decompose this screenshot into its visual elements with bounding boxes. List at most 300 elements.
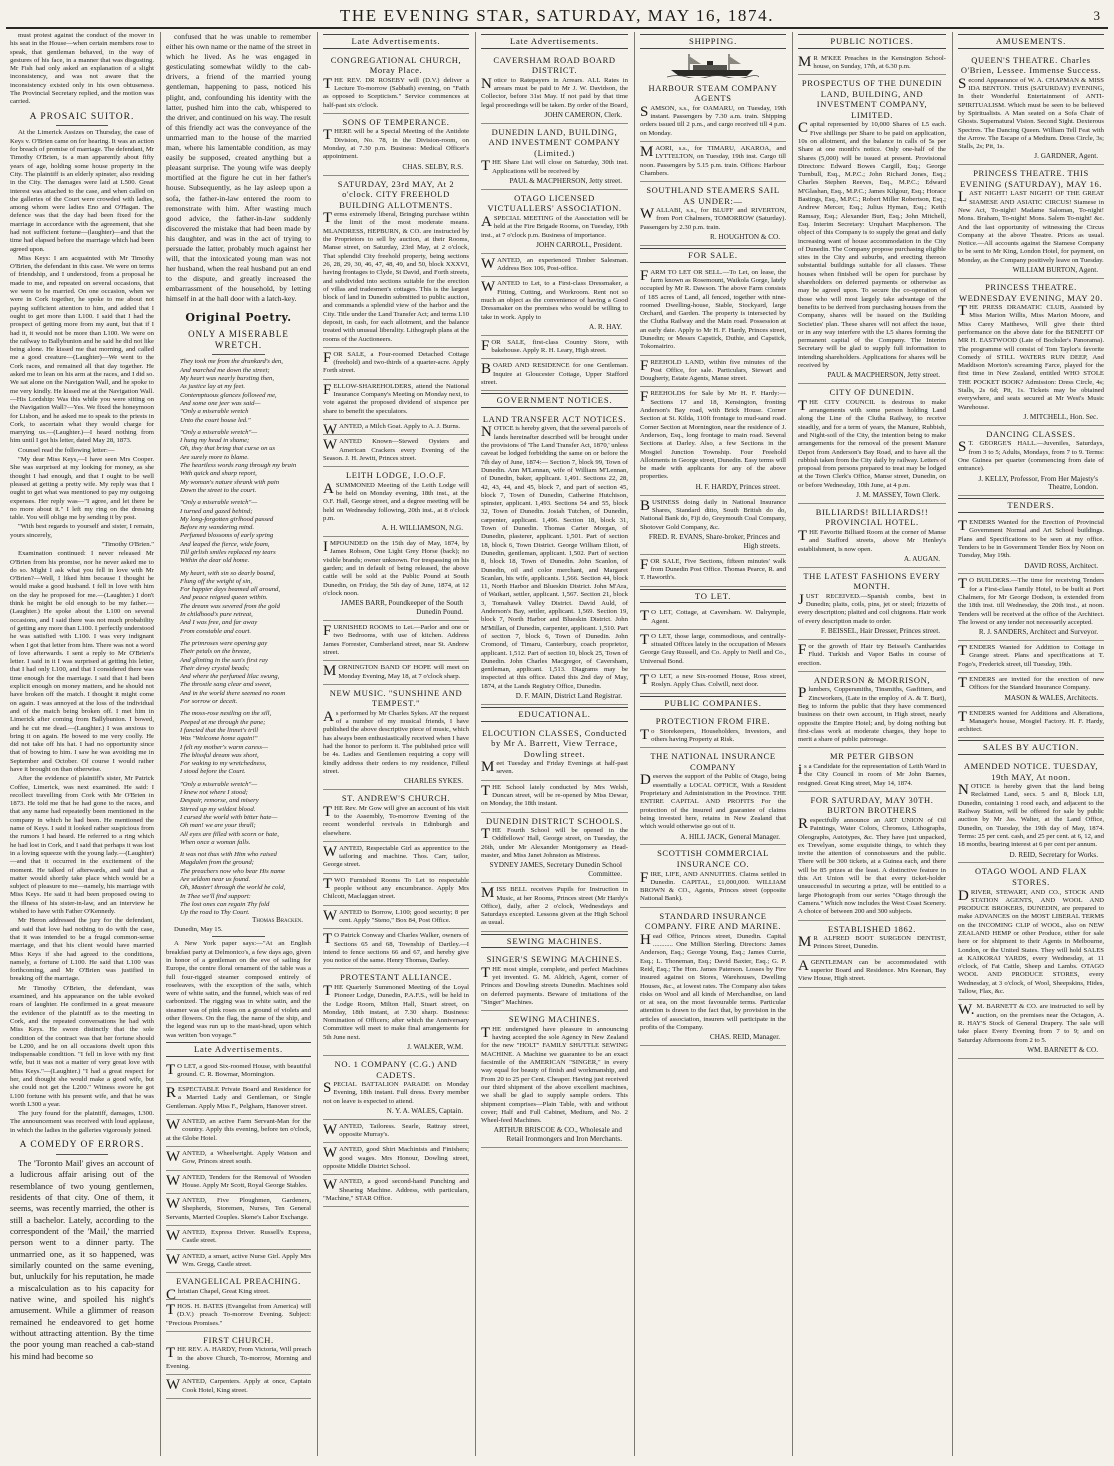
advert-body: WANTED, Respectable Girl as apprentice to the tailoring and machine. Thos. Carr, tailor, George street. (323, 843, 469, 869)
section-header-sewing-machines: SEWING MACHINES. (481, 934, 628, 949)
paragraph: "My dear Miss Keys,—I have seen Mrs Cooper. She was surprised at my looking for money, as she thought I had enough, and that I ought to be well pleased at getting a pretty wife. My reply was that I ought to get what was mentioned to pay my outgoing expenses. Her reply was—"I agree, and let there be no more about it." I left my ring on the dressing table. You will oblige me by sending it by post. (10, 456, 154, 522)
advert-signature: R. J. SANDERS, Architect and Surveyor. (978, 628, 1098, 637)
advert-body: TWO Furnished Rooms To Let to respectable people without any encumbrance. Apply Mrs Chilcott, Maclaggan street. (323, 875, 469, 901)
advert (166, 1375, 311, 1399)
advert-body: THE Rev. Mr Gow will give an account of his visit to the Assembly, To-morrow Evening of the recent wonderful revivals in Edinburgh and elsewhere. (323, 803, 469, 837)
advert-heading: DANCING CLASSES. (986, 428, 1076, 439)
advert (640, 606, 786, 630)
advert-body: Christian Chapel, Great King street. (166, 1286, 270, 1303)
advert-heading: ELOCUTION CLASSES, Conducted by Mr A. Barrett, View Terrace, Dowling street. (481, 727, 627, 759)
advert-body: WANTED, good Shirt Machinists and Finishers; good wages. Mrs Honour, Dowling street, opposite Middle District School. (323, 1145, 469, 1171)
advert-signature: D. REID, Secretary for Works. (1009, 850, 1098, 859)
advert-list (481, 951, 628, 1148)
advert-body: ASUMMONED Meeting of the Leith Lodge will be held on Monday evening, 18th inst., at the O.F. Hall, George street, and a degree meeting will be held on Wednesday following, 20th inst., at 8 o'clock p.m. (323, 480, 469, 522)
advert-heading: CONGREGATIONAL CHURCH, Moray Place. (330, 54, 462, 76)
advert (958, 673, 1104, 707)
advert-heading: SATURDAY, 23rd MAY, At 2 o'clock. CITY FREEHOLD BUILDING ALLOTMENTS. (337, 178, 455, 210)
column-6 (794, 32, 950, 1458)
advert-body: THE School lately conducted by Mrs Welsh, Duncan street, will be re-opened by Miss Dewar, on Monday, the 18th instant. (481, 782, 628, 808)
advert (798, 568, 946, 640)
advert-body: AGENTLEMAN can be accommodated with superior Board and Residence. Mrs Keenan, Bay View House, High street. (798, 957, 946, 983)
advert-body: TENDERS wanted for Additions and Alterations, Manager's house, Mosgiel Factory. H. F. Hardy, architect. (958, 708, 1104, 734)
poem-line: I fancied that the linnet's trill (180, 726, 259, 734)
advert-body: FOR SALE, Five Sections, fifteen minutes' walk from Dunedin Post Office. Thomas Pearce, R. and T. Haworth's. (640, 556, 786, 582)
advert-signature: J. M. MASSEY, Town Clerk. (856, 491, 940, 499)
poem-line: Oh, Master! through the world be cold, (180, 884, 286, 892)
advert (323, 537, 469, 621)
poem-line: Perfumed blossoms of early spring (180, 532, 274, 540)
advert-signature: CHAS. SELBY, R.S. (402, 162, 463, 171)
advert-signature: JOHN CAMERON, Clerk. (544, 110, 622, 119)
paragraph: "Timothy O'Brien." (101, 540, 154, 548)
advert-heading: OTAGO LICENSED VICTUALLERS' ASSOCIATION. (487, 192, 622, 214)
heading-rule (212, 354, 264, 355)
advert-signature: FRED. R. EVANS, Share-broker, Princes and High streets. (648, 532, 780, 550)
advert (481, 725, 628, 781)
article-heading-prosaic-suitor: A PROSAIC SUITOR. (29, 111, 135, 122)
column-divider (475, 32, 476, 1456)
advert (323, 420, 469, 438)
poem-line: And peace reigned queen within. (180, 594, 268, 602)
advert-heading: FOR SATURDAY, MAY 30TH. BURTON BROTHERS (810, 794, 934, 816)
column-4 (477, 32, 632, 1458)
advert-list (958, 516, 1104, 738)
poem-line: My long-forgotten girlhood passed (180, 515, 274, 523)
poem-line: Unto the court house led." (180, 416, 251, 424)
advert-body: TENDERS Wanted for the Erection of Provincial Government Normal and Art School buildings. Plans and Specifications to be seen at my office. Tenders to be in Government Tender Box by Noon on Tuesday, May 19th. (958, 518, 1104, 560)
advert-body: BOARD AND RESIDENCE for one Gentleman. Inquire at Gloucester Cottage, Upper Stafford street. (481, 361, 628, 386)
poem-line: All eyes are filled with scorn or hate, (180, 830, 279, 838)
poem-line: Their dewy crystal beads; (180, 664, 250, 672)
advert (798, 672, 946, 749)
advert-body: MISS BELL receives Pupils for Instruction in Music, at her Rooms, Princes street (Mr Hardy's Office), daily, after 2 o'clock, Wednesdays and Saturdays excepted. Lessons given at the High School as usual. (481, 885, 628, 927)
advert-heading: SOUTHLAND STEAMERS SAIL AS UNDER:— (646, 185, 780, 206)
advert (166, 1194, 311, 1226)
poem-line: Flung off the weight of sin, (180, 577, 253, 585)
advert-heading: NO. 1 COMPANY (C.G.) AND CADETS. (334, 1058, 458, 1080)
paragraph: "With best regards to yourself and sister, I remain, yours sincerely, (10, 523, 154, 539)
advert-body: MORNINGTON BAND OF HOPE will meet on Monday Evening, May 18, at 7 o'clock sharp. (323, 663, 469, 680)
advert (640, 555, 786, 587)
advert-body: THE PRESS DRAMATIC CLUB, Assisted by Miss Marion Willis, Miss Marion Moore, and Miss Carey Matthews, Will give their third performance on the above date for the BENEFIT OF MR H. EASTWOOD (Late of Bochsler's Panorama). The programme will consist of Tom Taylor's favorite Comedy of STILL WATERS RUN DEEP, And Maddison Morton's screaming Farce, played for the first time in New Zealand, entitled WHO STOLE THE POCKET BOOK? Admission: Dress Circle, 4s; Stalls, 2s 6d; Pit, 1s. Tickets may be obtained everywhere, and seats secured at Mr West's Music Warehouse. (958, 303, 1104, 411)
heading-rule (56, 1154, 108, 1155)
advert-body: FELLOW-SHAREHOLDERS, attend the National Insurance Company's Meeting on Monday next, to vote against the proposed dividend of sixpence per share to benefit the speculators. (323, 381, 469, 415)
advert-body: THE Favorite Billiard Room at the corner of Manse and Stafford streets, above Mr Henley's establishment, is now open. (798, 527, 946, 553)
advert-heading: ANDERSON & MORRISON, (813, 674, 931, 685)
poem-line: In childhood's pure retreat, (180, 611, 253, 619)
advert-body: NOTICE is hereby given that the land being Reclaimed Land, secs. 5 and 8, Block LII, Dunedin, containing 1 rood each, and adjacent to the Railway Station, will be offered for sale by public auction by Mr Jas. Walter, at the Land Office, Dunedin, on Tuesday, the 19th day of May, 1874. Terms: 25 per cent. cash, and 25 per cent. at 6, 12, and 18 months, bearing interest at 6 per cent per annum. (958, 782, 1104, 849)
advert (958, 516, 1104, 574)
poem-line: "Only a miserable wretch"— (180, 428, 258, 436)
advert-body: THE REV. DR ROSEBY will (D.V.) deliver a Lecture To-morrow (Sabbath) evening, on "Faith as opposed to Scepticism." Service commences at half-past six o'clock. (323, 75, 469, 109)
paragraph: At the Limerick Assizes on Thursday, the case of Keys v. O'Brien came on for hearing. It was an action for breach of promise of marriage. The defendant, Mr Timothy O'Brien, is a man apparently about fifty years of age, holding some house property in the City. The plaintiff is an elderly spinster, also residing in the City. The damages were laid at L500. Great interest was attached to the case, and when called on the galleries of the Court were crowded with ladies, among whom were ladies Eno and O'Hagan. The defence was that the day had been fixed for the marriage in accordance with the agreement, that she had not sufficient fortune—(laughter)—and that the time had elapsed before the marriage which had been agreed upon. (10, 129, 154, 253)
advert-heading: MR PETER GIBSON (829, 751, 915, 762)
advert (481, 781, 628, 813)
advert (958, 52, 1104, 166)
advert-list (481, 725, 628, 932)
advert (481, 359, 628, 391)
advert-body: ASPECIAL MEETING of the Association will be held at the Fire Brigade Rooms, on Tuesday, 19th inst., at 7 o'clock p.m. Business of importance. (481, 214, 628, 239)
advert (323, 874, 469, 906)
advert (798, 640, 946, 672)
advert-signature: N. Y. A. WALES, Captain. (386, 1106, 463, 1115)
advert-body: WANTED, Five Ploughmen, Gardeners, Shepherds, Storemen, Nurses, Ten General Servants, Married Couples. Skene's Labor Exchange. (166, 1196, 311, 1221)
advert-heading: NEW MUSIC. "SUNSHINE AND TEMPEST." (329, 687, 463, 709)
paragraph: Mr Timothy O'Brien, the defendant, was examined, and his appearance on the table evoked roars of laughter. He confirmed in a great measure the evidence of the plaintiff as to the meeting in Cork, and the repeated conversations he had with Miss Keys. He swore distinctly that the sole condition of the contract was that her fortune should be L200, and he on all occasions dwelt upon this indispensable condition. "I fell in love with my first wife, but it was not a matter of very great love with Miss Keys."—(Laughter.) "I had a great respect for her, and thought she would make a good wife, but she could not get the L200." Witness swore he got L100 fortune with his present wife, and that he was worth L300 a year. (10, 984, 154, 1108)
advert-heading: PRINCESS THEATRE. WEDNESDAY EVENING, MAY 20. (959, 281, 1103, 303)
advert (481, 411, 628, 705)
column-divider (952, 32, 953, 1456)
poem-line: Before my wandering mind. (180, 524, 255, 532)
advert-body: Notice to Ratepayers in Arrears. ALL Rates in arrears must be paid to Mr J. W. Davidson, the Collector, before 31st May. If not paid by that time legal proceedings will be taken. By order of the Board, (481, 75, 628, 109)
advert (166, 1147, 311, 1171)
advert-list (640, 80, 786, 246)
masthead (0, 0, 1114, 30)
article-body-prosaic-suitor (10, 129, 154, 1135)
advert-body: TO BUILDERS.—The time for receiving Tenders for a First-class Family Hotel, to be built at Port Chalmers, for Mr George Dodson, is extended from the 18th inst. till Wednesday, the 20th inst., at noon. Tenders will be received at the office of the Architect. The lowest or any tender not necessarily accepted. (958, 576, 1104, 626)
poem-line: I stood before the Court. (180, 768, 246, 776)
advert (166, 1115, 311, 1147)
steamship-illustration (667, 52, 759, 78)
advert-signature: DAVID ROSS, Architect. (1024, 561, 1098, 570)
advert (958, 1000, 1104, 1058)
advert (323, 176, 469, 348)
advert (323, 380, 469, 420)
paragraph: confused that he was unable to remember either his own name or the name of the street in which he lived. As he was engaged in gesticulating somewhat wildly to the cab-drivers, a friend of the married young gentleman, happening to pass, noticed his plight, and, confounding his identity with the latter, pushed him into the cab, whispered to the driver, and continued on his way. The result of this friendly act was the conveyance of the unmarried man to the house of the married man, where his lamentable condition, as may easily be supposed, created anything but a pleasant surprise. The young wife was deeply mortified at the figure he cut in her father's house. Subsequently, as he lay asleep upon a sofa, the father-in-law entered the room to remonstrate with him. After wasting much good advice, the father-in-law suddenly discovered the mistake that had been made by his daughter, and was in the act of trying to persuade the latter, probably much against her will, that the intoxicated young man was not her husband, when the real husband put an end to the dispute, and greatly increased the embarrassment of the household, by letting himself in at the hall door with a latch-key. (166, 32, 311, 304)
section-header-shipping: SHIPPING. (640, 34, 786, 49)
advert (640, 748, 786, 845)
advert-body: TO LET, those large, commodious, and centrally-situated Offices lately in the occupation of Messrs George Gray Russell, and Co. Apply to Neill and Co., Universal Bond. (640, 631, 786, 665)
advert-heading: LAND TRANSFER ACT NOTICES. (482, 413, 627, 424)
advert-body: TENDERS are invited for the erection of new Offices for the Standard Insurance Company. (958, 675, 1104, 692)
poem-line: With quick and sharp report, (180, 470, 257, 478)
advert-heading: PROSPECTUS OF THE DUNEDIN LAND, BUILDING, AND INVESTMENT COMPANY, LIMITED. (801, 78, 943, 120)
advert-body: WANTED to Borrow, L100; good security; 8 per cent. Apply "Steno," Box 84, Post Office. (323, 907, 469, 924)
advert-body: WANTED, an experienced Timber Salesman. Address Box 106, Post-office. (481, 255, 628, 273)
section-header-late-ads: Late Advertisements. (166, 1042, 311, 1057)
advert (323, 929, 469, 969)
poem-line: Oh man! we are your thrall; (180, 822, 256, 830)
advert-heading: BILLIARDS! BILLIARDS!! PROVINCIAL HOTEL. (815, 506, 929, 528)
advert (323, 1143, 469, 1175)
page-number: 3 (1093, 8, 1100, 23)
column-3 (319, 32, 473, 1458)
poem-line: "Only a miserable wretch (180, 408, 249, 416)
column-divider (634, 32, 635, 1456)
advert (798, 75, 946, 384)
poem-line: The moss-rose nestling on the sill, (180, 710, 272, 718)
advert (481, 52, 628, 124)
advert-heading: QUEEN'S THEATRE. Charles O'Brien, Lessee. Immense Success. (960, 54, 1102, 76)
poem-line: Their petals on the breeze, (180, 648, 251, 656)
advert (640, 713, 786, 748)
poem-line: The dream was severed from the gold (180, 602, 280, 610)
advert (323, 114, 469, 176)
poem-line: Are surely more to blame. (180, 453, 249, 461)
advert-body: MAORI, s.s., for TIMARU, AKAROA, and LYTTELTON, on Tuesday, 19th inst. Cargo till noon. Passengers by 5.15 p.m. train. Offices: Harbour Chambers. (640, 143, 786, 177)
advert (640, 387, 786, 495)
poem-line: I hung my head in shame; (180, 437, 250, 445)
advert-body: SPECIAL BATTALION PARADE on Monday Evening, 18th instant. Full dress. Every member not on leave is expected to attend. (323, 1080, 469, 1105)
poem-line: And glinting in the sun's first ray (180, 656, 268, 664)
column-divider (792, 32, 793, 1456)
poem-line: Down the street to the court. (180, 486, 257, 494)
poem-title: ONLY A MISERABLE WRETCH. (188, 329, 289, 351)
poem-line: Oh, they that bring that curse on us (180, 445, 276, 453)
column-5 (636, 32, 790, 1458)
advert-list (166, 1060, 311, 1399)
advert-body: WANTED, Tailoress. Searle, Rattray street, opposite Murray's. (323, 1121, 469, 1139)
section-header-for-sale: FOR SALE. (640, 248, 786, 263)
advert (481, 951, 628, 1011)
advert-heading: SINGER'S SEWING MACHINES. (486, 954, 623, 965)
advert-body: MR M'KEE Preaches in the Kensington School-house, on Sunday, 17th, at 6.30 p.m. (798, 53, 946, 70)
section-header-sales-by-auction: SALES BY AUCTION. (958, 740, 1104, 755)
poem-line: Till girlish smiles replaced my tears (180, 549, 276, 556)
poem-line: Within the dear old home. (180, 557, 250, 565)
section-header-public-notices: PUBLIC NOTICES. (798, 34, 946, 49)
poem-dateline: Dunedin, May 15. (174, 926, 223, 934)
advert (481, 254, 628, 278)
advert-body: DRIVER, STEWART, AND CO., STOCK AND STATION AGENTS, AND WOOL AND PRODUCE BROKERS, DUNEDIN, are prepared to make ADVANCES on the MOST LIBERAL TERMS on the INCOMING CLIP of WOOL, also on NEW ZEALAND HEMP or other Produce, either for sale here or for shipment to their Agents in Melbourne, London, or the United States. They will hold SALES at KAIKORAI YARDS, every Wednesday, at 11 o'clock, of Fat Cattle, Sheep and Lambs. OTAGO WOOL AND PRODUCE STORES, every Wednesday, at 3 o'clock, of Wool, Sheepskins, Hides, Tallow, Flax, &c. (958, 887, 1104, 996)
paragraph: Examination continued: I never released Mr O'Brien from his promise, nor he never asked me to do so. Might I ask what you fell in love with Mr O'Brien?—Well, I liked him because I thought he would make a good husband. I fell in love with him on the day he proposed for me.—(Laughter.) I don't think he might be old enough to be my father.—(Laughter.) He spoke about the L100 on several occasions, and I said there was not much probability of getting any more than L100. I perfectly understood he was satisfied with L100. I was very indignant when I got that letter from him. There was not a word of love afterwards. I sent a reply to Mr O'Brien's letter. I said in it I was surprised at getting his letter, that I had only L100, and that I considered there was time enough for the marriage. I said that I had been explicit enough on money matters, and he should not have broken off the match. I thought it might come on again. I was annoyed at the loss of the individual and of the match being broken off. I met him in Limerick after coming from Ballybunion. I bowed, and he cut me dead.—(Laughter.) I was anxious to bring it on again. He bowed to me very coolly. He did not take off his hat. I had no opportunity since that of bowing to him. I saw he was avoiding me in September and October. Of course I would rather have it brought on than otherwise. (10, 550, 154, 773)
advert-body: To Storekeepers, Householders, Investors, and others having Property at Risk. (640, 726, 786, 744)
poem-line: And marched me down the street; (180, 366, 270, 374)
advert-heading: EVANGELICAL PREACHING. (176, 1276, 301, 1287)
advert-signature: WILLIAM BURTON, Agent. (1012, 266, 1098, 275)
advert-heading: DUNEDIN DISTRICT SCHOOLS. (486, 815, 623, 826)
advert (323, 467, 469, 537)
advert-body: FIRE, LIFE, AND ANNUITIES. Claims settled in Dunedin. CAPITAL, £1,000,000. WILLIAM BROWN & CO., Agents, Princes street (opposite National Bank). (640, 869, 786, 903)
advert-signature: ARTHUR BRISCOE & CO., Wholesale and Retail Ironmongers and Iron Merchants. (493, 1126, 622, 1144)
advert-signature: D. F. MAIN, District Land Registrar. (515, 691, 622, 700)
section-header-late-ads: Late Advertisements. (481, 34, 628, 49)
advert-signature: J. MITCHELL, Hon. Sec. (1023, 412, 1098, 421)
advert (166, 1226, 311, 1250)
advert-body: WANTED to Let, to a First-class Dressmaker, a Fitting, Cutting, and Workroom. Rent not so much an object as the convenience of having a Good Dressmaker on the premises who would be willing to take in work. Apply to (481, 279, 628, 321)
poem-line: The preachers now who bear His name (180, 867, 285, 875)
advert (640, 630, 786, 670)
advert-body: Head Office, Princes street, Dunedin. Capital ............ One Million Sterling. Directors: James Anderson, Esq.; George Young, Esq.; James Currie, Esq.; L. Thoneman, Esq.; David Baxter, Esq.; G. P. Reid, Esq.; The Hon. James Paterson. Losses by Fire insured against on Stores, Warehouses, Dwelling Houses, &c., at lowest rates. The Company also takes risks on Wool and all kinds of Merchandise, on land or at sea, on the most favourable terms. Particular attention is drawn to the fact that, by provision in the articles of association, insurers will participate in the profits of the Company. (640, 931, 786, 1032)
advert (640, 845, 786, 907)
advert (798, 384, 946, 504)
advert (481, 190, 628, 254)
advert (166, 1171, 311, 1195)
advert-body: W.M. BARNETT & CO. are instructed to sell by auction, on the premises near the Octagon, A. R. HAY'S Stock of General Drapery. The sale will take place Every Evening from 7 to 9; and on Saturday Afternoons from 2 to 5. (958, 1002, 1104, 1044)
advert-body: FOR SALE, a Four-roomed Detached Cottage (freehold) and two-thirds of a quarter-acre. Apply Forth street. (323, 349, 469, 375)
heading-rule (56, 125, 108, 126)
advert-signature: PAUL & MACPHERSON, Jetty street. (509, 177, 622, 186)
poem-line: They took me from the drunkard's den, (180, 358, 283, 366)
advert-body: FREEHOLD LAND, within five minutes of the Post Office, for sale. Particulars, Stewart and Dougherty, Estate Agents, Manse street. (640, 357, 786, 383)
poem-line: "Only a miserable wretch"— (180, 499, 258, 507)
poem-line: My woman's nature shrank with pain (180, 478, 280, 486)
advert-heading: STANDARD INSURANCE COMPANY. FIRE AND MARINE. (644, 910, 782, 932)
advert-heading: HARBOUR STEAM COMPANY AGENTS (648, 82, 778, 104)
advert-list (640, 606, 786, 693)
advert (323, 1175, 469, 1207)
advert-body: THERE will be a Special Meeting of the Antidote Division, No. 78, in the Division-room, on Monday, at 7.30 p.m. Business: Medical Officer's appointment. (323, 127, 469, 161)
advert (323, 52, 469, 114)
advert-list (481, 52, 628, 392)
advert-signature: J. WALKER, W.M. (407, 1043, 463, 1052)
poem-line: The heartless words rang through my brain (180, 462, 297, 470)
advert (798, 921, 946, 956)
advert-body: WANTED, Express Driver. Russell's Express, Castle street. (166, 1228, 311, 1245)
poem-line: I cursed the world with bitter hate— (180, 813, 278, 821)
advert-list (323, 52, 469, 1208)
advert-body: JUST RECEIVED.—Spanish combs, best in Dunedin; plaits, coils, pins, jet or steel; frizzetts of every description; plaited and coil chignons. Hair work of every description made to order. (798, 591, 946, 625)
advert (323, 842, 469, 874)
advert (481, 1011, 628, 1148)
advert (798, 748, 946, 791)
advert-body: MR ALFRED BOOT SURGEON DENTIST, Princes Street, Dunedin. (798, 934, 946, 951)
advert-body: THE most simple, complete, and perfect Machines yet invented. G. M. Aldrich, Agent, corner of Princes and Dowling streets Dunedin. Machines sold on deferred payments. Beware of imitations of the "Singer" Machines. (481, 964, 628, 1007)
advert-body: SAMSON, s.s., for OAMARU, on Tuesday, 19th instant. Passengers by 7.30 a.m. train. Shipping orders issued till 2 p.m., and cargo received till 4 p.m. on Monday. (640, 103, 786, 137)
advert (323, 661, 469, 685)
advert-body: WANTED Known—Stewed Oysters and American Crackers every Evening of the Season. J. H. Jewitt, Princes street. (323, 437, 469, 462)
poem-line: And leaped the fierce, wide foam, (180, 540, 270, 548)
paragraph: After the evidence of plaintiff's sister, Mr Patrick Coffee, Limerick, was next examined. He said: I recollect travelling from Cork with Mr O'Brien in 1873. He told me that he had gone to the races, and that any name had repeatedly been mentioned in the company in which he had been. He mentioned the name of Keys. I said it looked rather suspicious from the rumors I had heard. He referred to a ring which he had lost in Cork, and I said that perhaps it was lost in a loving squeeze with the young lady.—(Laughter)—and that it occurred in the excitement of the moment. He talked of afterwards, and said that a matter would shortly take place which would be a subject of pleasure to me—namely, his marriage with Miss Keys. He said it had been proposed owing to the illness of his sister-in-law, and an interview he wished to have with Father O'Kennedy. (10, 775, 154, 916)
advert (481, 336, 628, 360)
poem-line: My heart, with sin so dearly bound, (180, 569, 276, 577)
paragraph: A New York paper says:—"At an English breakfast party at Delmonico's, a few days ago, given in honor of a gentleman on the eve of sailing for Europe, the centre floral ornament of the table was a full four-rigged steamer composed entirely of roseleaves, with the exception of the sails, which were of white satin, and the funnel, which was of red carbonized. The rigging was in white satin, and the steamer was of pink roses on a ground of violets and other flowers. On the flag, the name of the ship, and the legend was run up to the mast-head, upon which was written 'bon voyage.'" (166, 940, 311, 1039)
advert-list (958, 758, 1104, 1059)
advert-signature: CHAS. REID, Manager. (709, 1033, 780, 1042)
advert-list (958, 52, 1104, 497)
advert-signature: PAUL & MACPHERSON, Jetty street. (827, 371, 940, 380)
masthead-rule (6, 27, 1108, 29)
advert-signature: A. R. HAY. (589, 322, 622, 331)
advert-body: TO LET, Cottage, at Caversham. W. Dalrymple, Agent. (640, 608, 786, 625)
advert-heading: THE NATIONAL INSURANCE COMPANY (650, 751, 776, 772)
advert-body: WANTED, a Wheelwright. Apply Watson and Gow, Princes street south. (166, 1148, 311, 1166)
advert-signature: MASON & WALES, Architects. (1004, 693, 1098, 702)
advert-body: WANTED, a smart, active Nurse Girl. Apply Mrs Wm. Gregg, Castle street. (166, 1251, 311, 1268)
poem-line: And where the perfumed lilac swung, (180, 673, 280, 681)
poem-line: I felt my mother's warm caress— (180, 743, 268, 751)
poem-line: When once a woman falls. (180, 838, 251, 846)
advert-heading: CITY OF DUNEDIN. (829, 387, 915, 398)
advert-heading: FIRST CHURCH. (203, 1334, 274, 1345)
advert-signature: WM. BARNETT & CO. (1027, 1045, 1098, 1054)
advert-signature: JOHN CARROLL, President. (536, 240, 622, 249)
advert-signature: SYDNEY JAMES, Secretary Dunedin School Committee. (489, 861, 622, 879)
advert (166, 1083, 311, 1115)
advert-body: Meet Tuesday and Friday Evenings at half-past seven. (481, 759, 628, 776)
poem-line: I knew not where I stood; (180, 789, 248, 797)
advert-body: Plumbers, Coppersmiths, Tinsmiths, Gasfitters, and Zincworkers, (Late in the employ of A. & T. Burt), Beg to inform the public that they have commenced business on their own account, in High street, nearly opposite the Empire Hotel; and, by doing nothing but first-class work at moderate charges, they hope to merit a share of public patronage. (798, 685, 946, 744)
advert-body: Terms extremely liberal, Bringing purchase within the limit of the most moderate means. MLANDRESS, HEPBURN, & CO. are instructed by the Proprietors to sell by auction, at their Rooms, Manse street, on Saturday, 23rd May, at 2 o'clock, That splendid City freehold property, being sections 26, 28, 29, 30, 46, 47, 48, 49, and 50, block XXXVI, having frontages to Clyde, St David, and Forth streets, and subdivided into sections suitable for the erection of villas and tradesmen's cottages. This is the largest block of land in Dunedin submitted to public auction, and commands a splendid view of the harbor and the City. Title under the Land Transfer Act; and terms L10 deposit, in cash, for each allotment, and the balance treated with unusual liberality. Lithograph plans at the rooms of the Auctioneers. (323, 210, 469, 343)
paragraph: The jury found for the plaintiff, damages, L300. The announcement was received with loud applause, in which the ladies in the galleries vigorously joined. (10, 1110, 154, 1134)
advert (798, 792, 946, 921)
advert (640, 670, 786, 694)
advert (798, 52, 946, 76)
advert-body: BUSINESS doing daily in National Insurance Shares, Standard ditto, South British do do, National Bank do, Fiji do, Greymouth Coal Company, Shotover Gold Company, &c. (640, 497, 786, 531)
advert (958, 758, 1104, 863)
advert-body: WANTED, Carpenters. Apply at once, Captain Cook Hotel, King street. (166, 1377, 311, 1394)
advert-heading: THE LATEST FASHIONS EVERY MONTH. (803, 570, 941, 592)
advert-body: For the growth of Hair try Beissel's Cantharides Fluid. Turkish and Vapor Baths in course of erection. (798, 641, 946, 667)
paragraph: Mr Heron addressed the jury for the defendant, and said that love had nothing to do with the case, that it was intended to be a frugal common-sense marriage, and that his client would have married Miss Keys if she had agreed to the conditions, namely, a fortune of L100. He said that L100 was forthcoming, and Mr O'Brien was justified in breaking off the marriage. (10, 917, 154, 983)
advert (166, 1332, 311, 1375)
advert-heading: PRINCESS THEATRE. THIS EVENING (SATURDAY), MAY 16. (959, 168, 1103, 189)
advert-body: Capital represented by 10,000 Shares of L5 each. Five shillings per Share to be paid on application, 10s on allotment, and the balance in calls of 5s per Share at one month's notice. Only one-half of the Shares (5,000) will be issued at present. Provisional Directors: Edward Bowes Cargill, Esq.; George Turnbull, Esq., M.P.C.; John Richard Jones, Esq.; Charles Stephen Reeves, Esq., M.P.C.; Edward M'Glashan, Esq., M.P.C.; James Kilgour, Esq.; Horace Bastings, Esq., M.P.C.; Robert Miller Robertson, Esq.; Andrew Mercer, Esq.; Julius Hyman, Esq.; Keith Ramsay, Esq.; Alexander Burt, Esq.; John Mitchell, Esq. Interim Secretary: Urquhart Macpherson. The object of this Company is to supply the great and daily increasing want of house accommodation in the City of Dunedin. The Company propose purchasing eligible sites in the City and suburbs, and erecting thereon substantial buildings suitable for all classes. These houses when finished will be open for purchase by shareholders on deferred payments or otherwise as may be agreed upon. To secure the co-operation of those who will most largely take advantage of the benefits to be derived from purchasing houses from the Company, shares will be issued on the Building Societies' plan. These shares will not affect the issue, or in any way interfere with the L5 shares forming the permanent capital of the Company. The Interim Secretary will be glad to supply full information to intending shareholders. Applications for shares will be received by (798, 120, 946, 369)
paragraph: The 'Toronto Mail' gives an account of a ludicrous affair arising out of the resemblance of two young gentlemen, residents of that city. One of them, it seems, was recently married, the other is still a bachelor. Lately, according to the correspondent of the 'Mail,' the married person went to a dinner party. The unmarried one, as it so happened, was similarly counted on the same evening, but, unluckily for his reputation, he made a miscalculation as to his capacity for native wine, and spoiled his night's amusement. While a glimmer of reason remained he endeavored to get home without attracting attention. By the time the poor young man reached a cab-stand his mind had become so (10, 1157, 154, 1361)
poem-line: Contemptuous glances followed me, (180, 391, 277, 399)
advert (958, 641, 1104, 673)
original-poetry-heading: Original Poetry. (185, 310, 292, 324)
poem-body (166, 358, 311, 917)
advert (323, 1056, 469, 1120)
poem-line: For sorrow or deceit. (180, 698, 238, 706)
advert-heading: LEITH LODGE, I.O.O.F. (346, 470, 446, 481)
advert-signature: J. KELLY, Professor, From Her Majesty's Theatre, London. (978, 474, 1098, 492)
section-header-late-ads: Late Advertisements. (323, 34, 469, 49)
paragraph: Counsel read the following letter:— (18, 446, 115, 454)
advert-body: FOR SALE, first-class Country Store, with bakehouse. Apply R. H. Leary, High street. (481, 337, 628, 355)
advert (481, 813, 628, 884)
advert (166, 1273, 311, 1303)
advert (166, 1300, 311, 1332)
section-header-amusements: AMUSEMENTS. (958, 34, 1104, 49)
advert (481, 277, 628, 335)
advert (323, 435, 469, 467)
paragraph: Miss Keys: I am acquainted with Mr Timothy O'Brien, the defendant in this case. We were on terms of friendship, and I understood, from a proposal he made to me, and repeated on several occasions, that we were to be married. On one occasion, when we were in Cork together, he spoke to me about not paying sufficient attention to him, and added that I ought to get more than L100. I said that I had the prospect of getting more from my aunt, but that if I had it, it would not be more than L100. We were on the railway to Ballybunion and he said he did not like being alone. He kissed me that morning, and called me a good creature—(Laughter)—We went to the Cork races, and remained all that day together. He asked me to lean on his arm at the races, and I did so. We sat alone on the Navigation Wall, and he spoke to me very kindly. He kissed me at the Navigation Wall.—His Lordship: Was this while you were sitting on the Navigation Wall?—Yes. We fixed the honeymoon for Lisbon, and he asked me to speak to the priests in Cork, to ascertain what they would charge for marrying us.—(Laughter.)—I heard nothing from him until I got his letter, dated May 28, 1873. (10, 254, 154, 445)
column-divider (160, 32, 161, 1456)
advert-signature: A. H. WILLIAMSON, N.G. (381, 524, 463, 533)
advert (166, 1060, 311, 1084)
poem-line: It was not thus with Him who raised (180, 851, 277, 859)
advert (958, 426, 1104, 497)
poem-line: And I was free, and far away (180, 619, 258, 627)
advert-signature: H. F. HARDY, Princes street. (695, 482, 780, 491)
advert (958, 707, 1104, 739)
column-1 (6, 32, 158, 1458)
advert-list (798, 52, 946, 988)
advert-signature: R. HOUGHTON & CO. (710, 233, 780, 242)
advert-body: THE undersigned have pleasure in announcing having accepted the sole Agency in New Zealand for the new "HOLT" FAMILY SHUTTLE SEWING MACHINE. A Machine we guarantee to be an exact facsimile of the AMERICAN "SINGER," in every way equal for beauty of finish and workmanship, and From 20 to 25 per Cent. Cheaper. Having just received our third shipment of the above excellent machines, we shall be glad to supply sample orders. This shipment comprises—Plain Table, with and without cover; Half and Full Cabinet, Medium, and No. 2 Wheel-feed Machines. (481, 1024, 628, 1125)
advert (798, 956, 946, 988)
poem-line: The lost ones can regain Thy fold (180, 900, 270, 908)
column-divider (317, 32, 318, 1456)
poem-line: Magdalen from the ground; (180, 859, 254, 867)
advert-body: THOS. H. BATES (Evangelist from America) will (D.V.) preach To-morrow Evening. Subject: "Precious Promises." (166, 1302, 311, 1327)
advert (640, 142, 786, 182)
advert (640, 266, 786, 356)
advert (323, 790, 469, 842)
advert (640, 80, 786, 142)
advert (958, 165, 1104, 279)
advert (640, 182, 786, 246)
advert-heading: DUNEDIN LAND, BUILDING, AND INVESTMENT COMPANY (Limited.) (488, 126, 621, 158)
poem-line: The primroses were opening gay (180, 639, 268, 647)
advert-signature: J. GARDNER, Agent. (1034, 152, 1098, 161)
advert-list (481, 411, 628, 705)
advert-body: WANTED, Tenders for the Removal of Wooden House. Apply Mr Scott, Royal George Stables. (166, 1172, 311, 1189)
advert-signature: A. HILL JACK, General Manager. (680, 832, 780, 841)
newspaper-title: THE EVENING STAR, SATURDAY, MAY 16, 1874. (339, 6, 775, 25)
advert (958, 574, 1104, 641)
advert (640, 496, 786, 555)
poem-line: And some one jeer was said— (180, 399, 261, 407)
section-header-to-let: TO LET. (640, 589, 786, 604)
advert-body: Deserves the support of the Public of Otago, being essentially a LOCAL OFFICE, With a Resident Proprietary and Administration in the Province. THE ENTIRE CAPITAL AND PROFITS For the protection of the insured and guarantee of claims being invested here, retains in New Zealand that which would otherwise go out of it. (640, 772, 786, 831)
poem-line: Despair, remorse, and misery (180, 797, 259, 805)
advert-body: TO LET, a good Six-roomed House, with beautiful ground. C. R. Bowmar, Mornington. (166, 1061, 311, 1078)
advert-body: FURNISHED ROOMS to Let.—Parlor and one or two Bedrooms, with use of kitchen. Address James Forrester, Cumberland street, near St. Andrew street. (323, 623, 469, 656)
advert (481, 883, 628, 931)
